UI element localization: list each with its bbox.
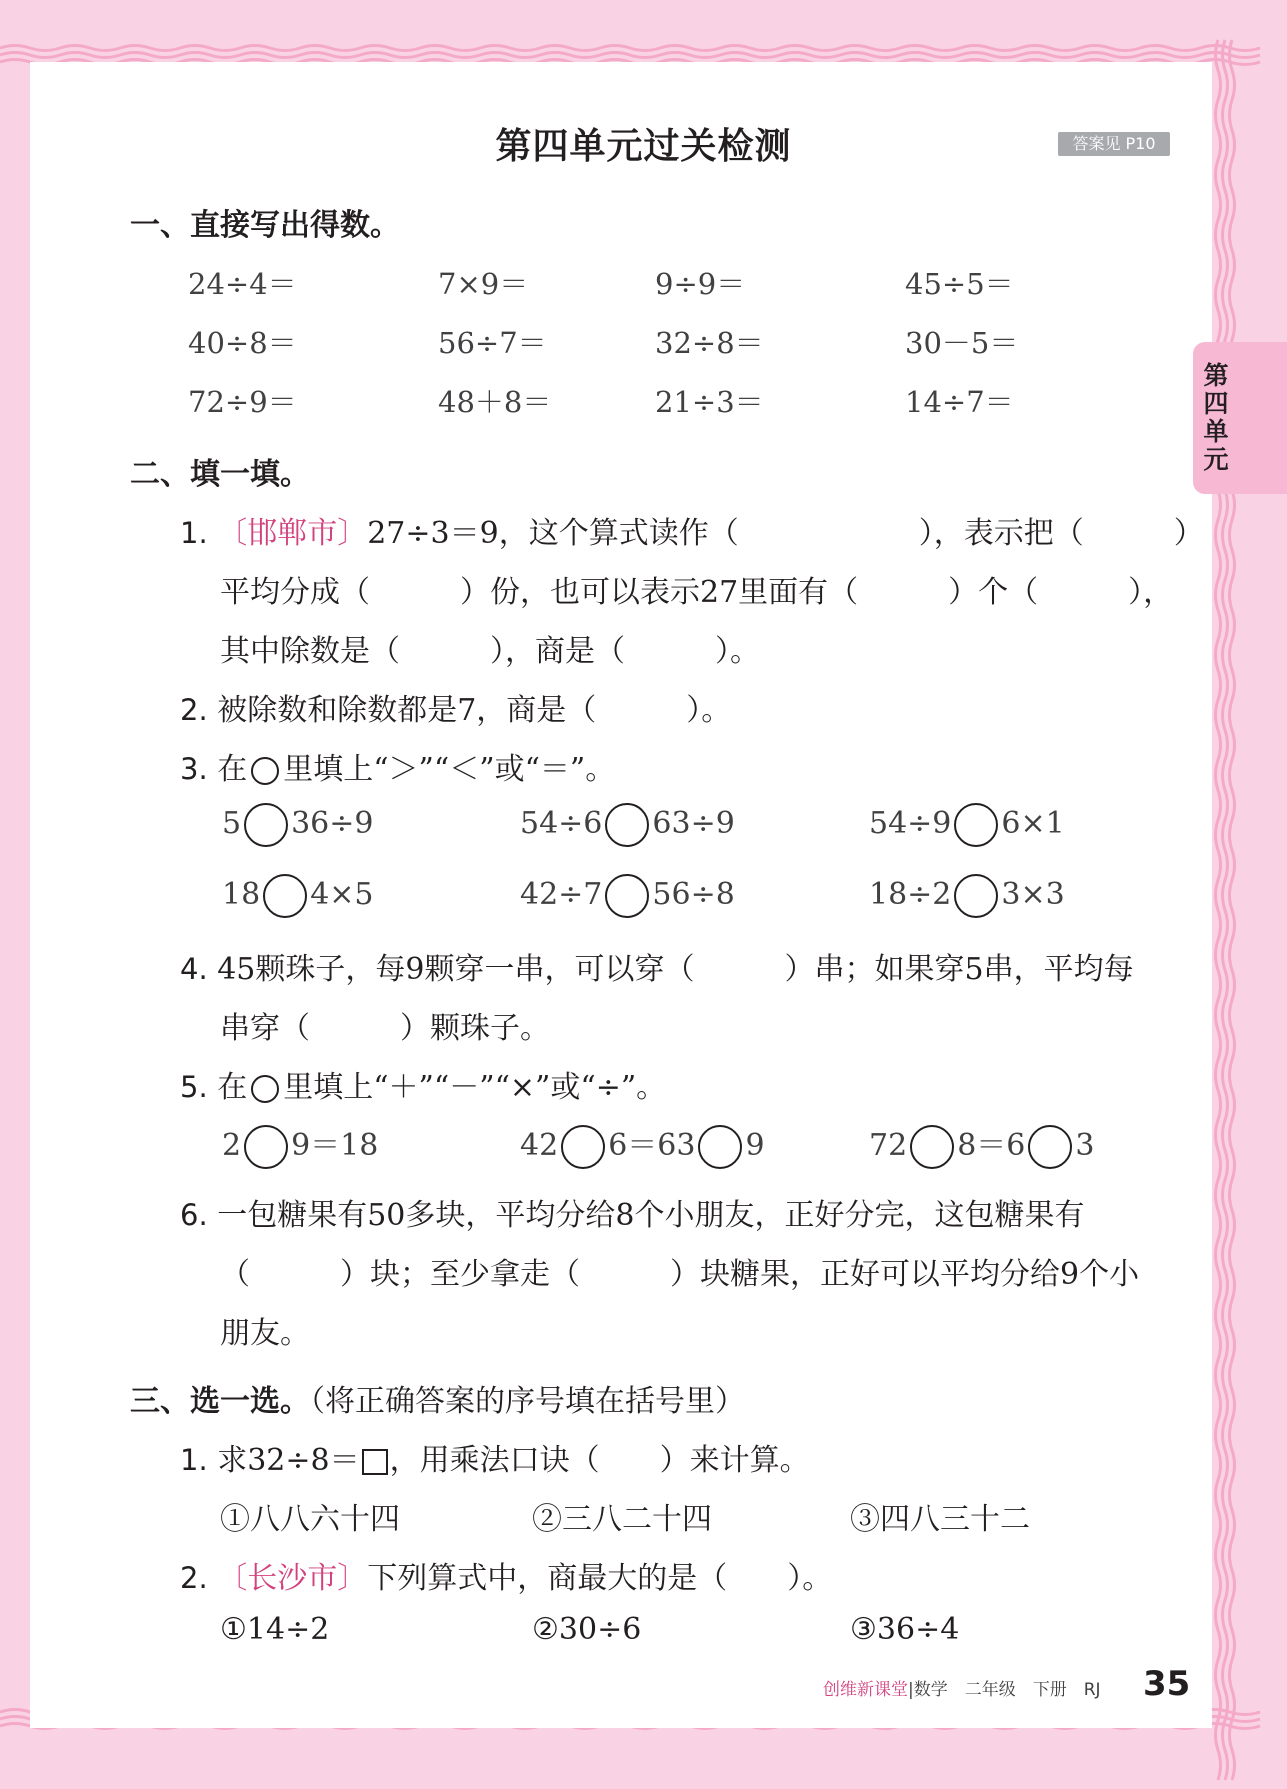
section-2-heading: 二、填一填。: [130, 457, 310, 492]
answer-circle[interactable]: [910, 1125, 954, 1169]
q5-number: 5.: [180, 1070, 208, 1104]
circle-icon: [251, 1075, 279, 1103]
compare-left: 18: [222, 877, 261, 912]
s3-q2-line: [180, 1553, 832, 1597]
compare-left: 54÷9: [869, 806, 952, 841]
answer-circle[interactable]: [244, 803, 288, 847]
compare-item: [222, 874, 374, 918]
compare-right: 4×5: [310, 877, 374, 912]
section-1-heading: 一、直接写出得数。: [130, 208, 400, 243]
answer-reference-badge: 答案见 P10: [1058, 132, 1170, 156]
footer-brand: 创维新课堂: [823, 1680, 908, 1700]
q3-suffix: 里填上“＞”“＜”或“＝”。: [283, 752, 616, 787]
calc-item: 24÷4＝: [188, 267, 297, 301]
answer-circle[interactable]: [263, 874, 307, 918]
answer-circle[interactable]: [605, 803, 649, 847]
compare-right: 56÷8: [652, 877, 735, 912]
unit-side-tab-label: 第四单元: [1203, 361, 1229, 474]
q2-text: 被除数和除数都是7，商是（ ）。: [217, 693, 732, 728]
footer-info: 数学 二年级 下册 RJ: [913, 1680, 1101, 1700]
answer-circle[interactable]: [1028, 1125, 1072, 1169]
calc-item: 14÷7＝: [905, 385, 1014, 419]
q3-prefix: 在: [217, 752, 248, 787]
q2-number: 2.: [180, 693, 208, 727]
compare-left: 54÷6: [520, 806, 603, 841]
calc-item: 56÷7＝: [438, 326, 547, 360]
s3-q2-option-1[interactable]: ①14÷2: [220, 1612, 330, 1647]
q4-number: 4.: [180, 952, 208, 986]
section-3-heading-row: [130, 1376, 745, 1420]
s3-q1-text-after: ，用乘法口诀（ ）来计算。: [389, 1443, 810, 1478]
answer-circle[interactable]: [605, 874, 649, 918]
calc-item: 32÷8＝: [655, 326, 764, 360]
compare-item: [869, 874, 1065, 918]
s3-q1-option-2[interactable]: ②三八二十四: [532, 1502, 712, 1537]
page-title: 第四单元过关检测: [495, 126, 792, 167]
q1-line1: [180, 508, 1204, 552]
q6-line1: [180, 1190, 1084, 1234]
q6-number: 6.: [180, 1198, 208, 1232]
calc-item: 40÷8＝: [188, 326, 297, 360]
q5-e1-b: 9＝18: [291, 1128, 379, 1163]
answer-circle[interactable]: [244, 1125, 288, 1169]
q4-text-1: 45颗珠子，每9颗穿一串，可以穿（ ）串；如果穿5串，平均每: [217, 952, 1134, 987]
q4-line1: [180, 944, 1134, 988]
footer-separator: |: [908, 1680, 914, 1700]
answer-circle[interactable]: [561, 1125, 605, 1169]
q1-number: 1.: [180, 516, 208, 550]
q1-text-1: 27÷3＝9，这个算式读作（ ），表示把（ ）: [367, 516, 1204, 551]
s3-q1-text-before: 求32÷8＝: [217, 1443, 360, 1478]
q5-e3-b: 8＝6: [957, 1128, 1026, 1163]
compare-right: 3×3: [1001, 877, 1065, 912]
calc-item: 72÷9＝: [188, 385, 297, 419]
circle-icon: [251, 757, 279, 785]
answer-circle[interactable]: [954, 803, 998, 847]
compare-left: 18÷2: [869, 877, 952, 912]
s3-q1-option-3[interactable]: ③四八三十二: [850, 1502, 1030, 1537]
compare-item: [222, 803, 374, 847]
q5-line: [180, 1062, 666, 1106]
q5-expression-1: [222, 1120, 378, 1169]
calc-item: 45÷5＝: [905, 267, 1014, 301]
s3-q2-region-tag: 〔长沙市〕: [217, 1561, 368, 1596]
s3-q1-number: 1.: [180, 1443, 208, 1477]
footer: [823, 1675, 1101, 1700]
page-number: 35: [1143, 1664, 1191, 1704]
compare-right: 36÷9: [291, 806, 374, 841]
q3-line: [180, 744, 615, 788]
s3-q2-text: 下列算式中，商最大的是（ ）。: [367, 1561, 833, 1596]
q6-line3: 朋友。: [220, 1316, 310, 1351]
q5-e2-b: 6＝63: [608, 1128, 696, 1163]
calc-item: 30－5＝: [905, 326, 1019, 360]
s3-q2-number: 2.: [180, 1561, 208, 1595]
compare-left: 5: [222, 806, 242, 841]
q6-line2: （ ）块；至少拿走（ ）块糖果，正好可以平均分给9个小: [220, 1257, 1140, 1292]
q5-suffix: 里填上“＋”“－”“×”或“÷”。: [283, 1070, 667, 1105]
q1-line2: 平均分成（ ）份，也可以表示27里面有（ ）个（ ），: [220, 575, 1174, 610]
calc-item: 48＋8＝: [438, 385, 552, 419]
answer-circle[interactable]: [954, 874, 998, 918]
q6-text-1: 一包糖果有50多块，平均分给8个小朋友，正好分完，这包糖果有: [217, 1198, 1085, 1233]
section-3-note: （将正确答案的序号填在括号里）: [310, 1384, 745, 1419]
q5-e2-a: 42: [520, 1128, 559, 1163]
s3-q2-option-3[interactable]: ③36÷4: [850, 1612, 960, 1647]
compare-right: 6×1: [1001, 806, 1065, 841]
q1-region-tag: 〔邯郸市〕: [217, 516, 368, 551]
q4-line2: 串穿（ ）颗珠子。: [220, 1011, 550, 1046]
s3-q2-option-2[interactable]: ②30÷6: [532, 1612, 642, 1647]
q5-e1-a: 2: [222, 1128, 242, 1163]
q1-line3: 其中除数是（ ），商是（ ）。: [220, 634, 760, 669]
q2-line: [180, 685, 731, 729]
q5-e2-c: 9: [745, 1128, 765, 1163]
compare-right: 63÷9: [652, 806, 735, 841]
q5-prefix: 在: [217, 1070, 248, 1105]
calc-item: 9÷9＝: [655, 267, 746, 301]
calc-item: 7×9＝: [438, 267, 529, 301]
blank-square-icon: [362, 1449, 388, 1475]
compare-left: 42÷7: [520, 877, 603, 912]
compare-item: [869, 803, 1065, 847]
calc-item: 21÷3＝: [655, 385, 764, 419]
q3-number: 3.: [180, 752, 208, 786]
q5-e3-a: 72: [869, 1128, 908, 1163]
section-3-heading: 三、选一选。: [130, 1384, 310, 1419]
compare-item: [520, 874, 735, 918]
q5-e3-c: 3: [1075, 1128, 1095, 1163]
answer-circle[interactable]: [698, 1125, 742, 1169]
q5-expression-2: [520, 1120, 765, 1169]
compare-item: [520, 803, 735, 847]
s3-q1-option-1[interactable]: ①八八六十四: [220, 1502, 400, 1537]
q5-expression-3: [869, 1120, 1094, 1169]
s3-q1-line: [180, 1435, 810, 1479]
